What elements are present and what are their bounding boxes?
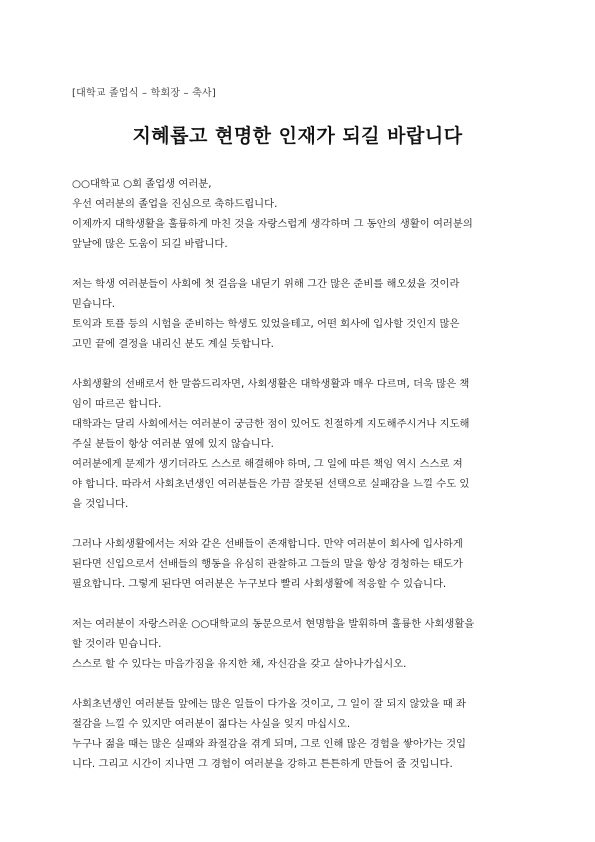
body-line: 사회생활의 선배로서 한 말씀드리자면, 사회생활은 대학생활과 매우 다르며, 더욱 많은 책 <box>72 378 470 390</box>
body-line: 여러분에게 문제가 생기더라도 스스로 해결해야 하며, 그 일에 따른 책임 역시 스스로 져 <box>72 458 463 470</box>
body-line: 이제까지 대학생활을 훌륭하게 마친 것을 자랑스럽게 생각하며 그 동안의 생활이 여러분의 <box>72 218 473 230</box>
body-line: 야 합니다. 따라서 사회초년생인 여러분들은 가끔 잘못된 선택으로 실패감을 느낄 수도 있 <box>72 478 470 490</box>
body-line: 믿습니다. <box>72 298 116 310</box>
body-line: 을 것입니다. <box>72 498 129 510</box>
body-line: 대학과는 달리 사회에서는 여러분이 궁금한 점이 있어도 친절하게 지도해주시거나 지도해 <box>72 418 470 430</box>
body-line: 사회초년생인 여러분들 앞에는 많은 일들이 다가올 것이고, 그 일이 잘 되지 않았을 때 좌 <box>72 698 466 710</box>
paragraph-social-life <box>72 374 527 514</box>
paragraph-greeting <box>72 174 527 254</box>
paragraph-seniors <box>72 534 527 594</box>
paragraph-confidence <box>72 614 527 674</box>
body-line: 된다면 신입으로서 선배들의 행동을 유심히 관찰하고 그들의 말을 항상 경청하는 태도가 <box>72 558 463 570</box>
body-line: 스스로 할 수 있다는 마음가짐을 유지한 채, 자신감을 갖고 살아나가십시오. <box>72 658 407 670</box>
body-line: 누구나 젊을 때는 많은 실패와 좌절감을 겪게 되며, 그로 인해 많은 경험을 쌓아가는 것입 <box>72 738 466 750</box>
body-line: 그러나 사회생활에서는 저와 같은 선배들이 존재합니다. 만약 여러분이 회사에 입사하게 <box>72 538 463 550</box>
document-title: 지혜롭고 현명한 인재가 되길 바랍니다 <box>132 125 463 147</box>
body-line: 니다. 그리고 시간이 지나면 그 경험이 여러분을 강하고 튼튼하게 만들어 줄 것입니다. <box>72 758 453 770</box>
body-line: 저는 여러분이 자랑스러운 ○○대학교의 동문으로서 현명함을 발휘하며 훌륭한 사회생활을 <box>72 618 475 630</box>
body-line: 임이 따르곤 합니다. <box>72 398 162 410</box>
paragraph-preparation <box>72 274 527 354</box>
document-body <box>72 174 527 794</box>
body-line: 토익과 토플 등의 시험을 준비하는 학생도 있었을테고, 어떤 회사에 입사할 것인지 많은 <box>72 318 460 330</box>
body-line: 할 것이라 믿습니다. <box>72 638 162 650</box>
document-category-tag: [대학교 졸업식 – 학회장 – 축사] <box>72 88 216 99</box>
body-line: 필요합니다. 그렇게 된다면 여러분은 누구보다 빨리 사회생활에 적응할 수 있습니다. <box>72 578 447 590</box>
body-line: ○○대학교 ○회 졸업생 여러분, <box>72 178 212 190</box>
body-line: 앞날에 많은 도움이 되길 바랍니다. <box>72 238 228 250</box>
body-line: 주실 분들이 항상 여러분 옆에 있지 않습니다. <box>72 438 274 450</box>
paragraph-closing <box>72 694 527 774</box>
body-line: 고민 끝에 결정을 내리신 분도 계실 듯합니다. <box>72 338 274 350</box>
body-line: 우선 여러분의 졸업을 진심으로 축하드립니다. <box>72 198 278 210</box>
body-line: 절감을 느낄 수 있지만 여러분이 젊다는 사실을 잊지 마십시오. <box>72 718 351 730</box>
body-line: 저는 학생 여러분들이 사회에 첫 걸음을 내딛기 위해 그간 많은 준비를 해오셨을 것이라 <box>72 278 460 290</box>
